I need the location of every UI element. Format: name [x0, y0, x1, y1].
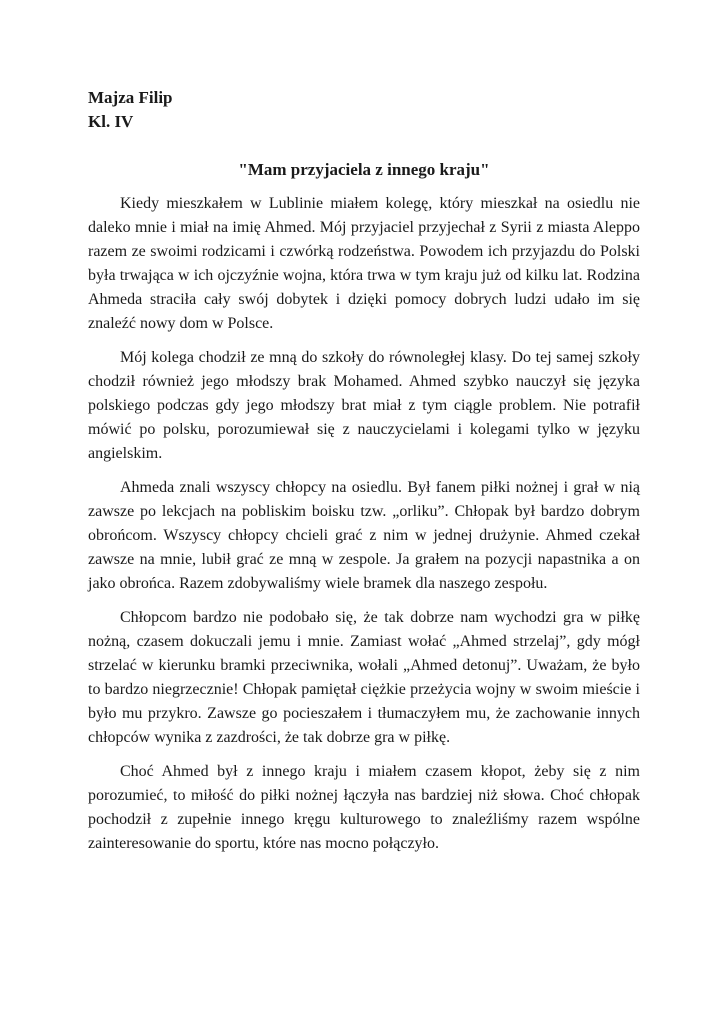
- class-label: Kl. IV: [88, 112, 134, 131]
- author-name: Majza Filip: [88, 88, 173, 107]
- document-page: [88, 86, 640, 866]
- paragraph-4: Chłopcom bardzo nie podobało się, że tak dobrze nam wychodzi gra w piłkę nożną, czasem dokuczali jemu i mnie. Zamiast wołać „Ahmed strzelaj”, gdy mógł strzelać w kierunku bramki przeciwnika, wołali „Ahmed detonuj”. Uważam, że było to bardzo niegrzecznie! Chłopak pamiętał ciężkie przeżycia wojny w swoim mieście i było mu przykro. Zawsze go pocieszałem i tłumaczyłem mu, że zachowanie innych chłopców wynika z zazdrości, że tak dobrze gra w piłkę.: [88, 609, 640, 746]
- paragraph-5: Choć Ahmed był z innego kraju i miałem czasem kłopot, żeby się z nim porozumieć, to miłość do piłki nożnej łączyła nas bardziej niż słowa. Choć chłopak pochodził z zupełnie innego kręgu kulturowego to znaleźliśmy razem wspólne zainteresowanie do sportu, które nas mocno połączyło.: [88, 763, 640, 852]
- paragraph-1: Kiedy mieszkałem w Lublinie miałem kolegę, który mieszkał na osiedlu nie daleko mnie i miał na imię Ahmed. Mój przyjaciel przyjechał z Syrii z miasta Aleppo razem ze swoimi rodzicami i czwórką rodzeństwa. Powodem ich przyjazdu do Polski była trwająca w ich ojczyźnie wojna, która trwa w tym kraju już od kilku lat. Rodzina Ahmeda straciła cały swój dobytek i dzięki pomocy dobrych ludzi udało im się znaleźć nowy dom w Polsce.: [88, 195, 640, 332]
- essay-title: "Mam przyjaciela z innego kraju": [238, 160, 490, 179]
- paragraph-3: Ahmeda znali wszyscy chłopcy na osiedlu. Był fanem piłki nożnej i grał w nią zawsze po lekcjach na pobliskim boisku tzw. „orliku”. Chłopak był bardzo dobrym obrońcom. Wszyscy chłopcy chcieli grać z nim w jednej drużynie. Ahmed czekał zawsze na mnie, lubił grać ze mną w zespole. Ja grałem na pozycji napastnika a on jako obrońca. Razem zdobywaliśmy wiele bramek dla naszego zespołu.: [88, 479, 640, 592]
- paragraph-2: Mój kolega chodził ze mną do szkoły do równoległej klasy. Do tej samej szkoły chodził również jego młodszy brak Mohamed. Ahmed szybko nauczył się języka polskiego podczas gdy jego młodszy brat miał z tym ciągle problem. Nie potrafił mówić po polsku, porozumiewał się z nauczycielami i kolegami tylko w języku angielskim.: [88, 349, 640, 462]
